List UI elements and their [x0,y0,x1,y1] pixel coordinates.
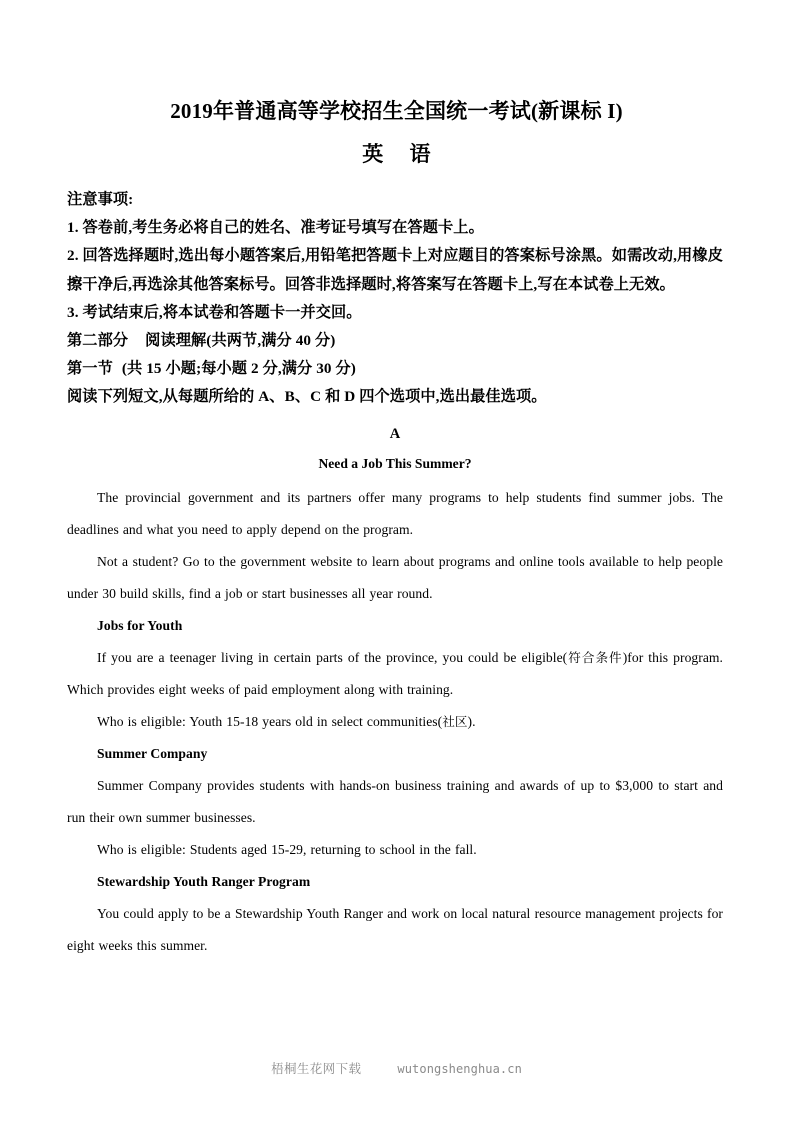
program-description-stewardship-youth-ranger: You could apply to be a Stewardship Youth Ranger and work on local natural resource management projects for eight weeks this summer. [67,905,723,953]
program-heading-jobs-for-youth: Jobs for Youth [97,617,183,633]
subject-char-first: 英 [362,142,384,166]
section-detail: (共 15 小题;每小题 2 分,满分 30 分) [121,360,356,378]
document-header [36,96,757,169]
section-instruction: 阅读下列短文,从每题所给的 A、B、C 和 D 四个选项中,选出最佳选项。 [67,388,547,406]
program-description-post: )for this program. Which provides eight weeks of paid employment along with training. [67,649,723,697]
program-description-gloss: 符合条件 [567,649,623,665]
section-label: 第一节 [67,360,113,378]
passage-letter: A [389,425,401,442]
program-heading-summer-company: Summer Company [97,745,208,761]
program-eligibility-post: ). [467,713,476,729]
section-heading [67,355,723,383]
part-heading [67,327,723,355]
program-eligibility-jobs-for-youth [67,706,723,738]
footer-watermark [0,1059,793,1078]
program-description-pre: If you are a teenager living in certain parts of the province, you could be eligible( [97,649,568,665]
passage-title: Need a Job This Summer? [318,455,472,471]
notice-item-3: 3. 考试结束后,将本试卷和答题卡一并交回。 [67,303,362,321]
notice-heading: 注意事项: [67,191,134,208]
notice-item-1: 1. 答卷前,考生务必将自己的姓名、准考证号填写在答题卡上。 [67,219,484,237]
passage-intro-paragraph-2: Not a student? Go to the government website to learn about programs and online tools available to help people under 30 build skills, find a job or start businesses all year round. [67,553,723,601]
passage-intro-paragraph-1: The provincial government and its partners offer many programs to help students find summer jobs. The deadlines and what you need to apply depend on the program. [67,489,723,537]
program-eligibility-pre: Who is eligible: Youth 15-18 years old in select communities( [97,713,443,729]
subject-char-second: 语 [409,142,431,166]
document-subtitle [36,139,757,169]
notice-item-2: 2. 回答选择题时,选出每小题答案后,用铅笔把答题卡上对应题目的答案标号涂黑。如需改动,用橡皮擦干净后,再选涂其他答案标号。回答非选择题时,将答案写在答题卡上,写在本试卷上无效。 [67,247,723,293]
program-description-jobs-for-youth [67,642,723,706]
part-title: 阅读理解(共两节,满分 40 分) [145,332,336,350]
program-eligibility-gloss: 社区 [442,713,468,729]
part-label: 第二部分 [67,332,129,350]
footer-url: wutongshenghua.cn [397,1062,522,1076]
footer-site-name: 梧桐生花网下载 [271,1061,362,1076]
program-eligibility-summer-company: Who is eligible: Students aged 15-29, returning to school in the fall. [97,841,477,857]
program-heading-stewardship-youth-ranger: Stewardship Youth Ranger Program [97,873,311,889]
document-body [67,186,723,962]
program-description-summer-company: Summer Company provides students with hands-on business training and awards of up to $3,000 to start and run their own summer businesses. [67,777,723,825]
page-title: 2019年普通高等学校招生全国统一考试(新课标 I) [170,99,623,123]
